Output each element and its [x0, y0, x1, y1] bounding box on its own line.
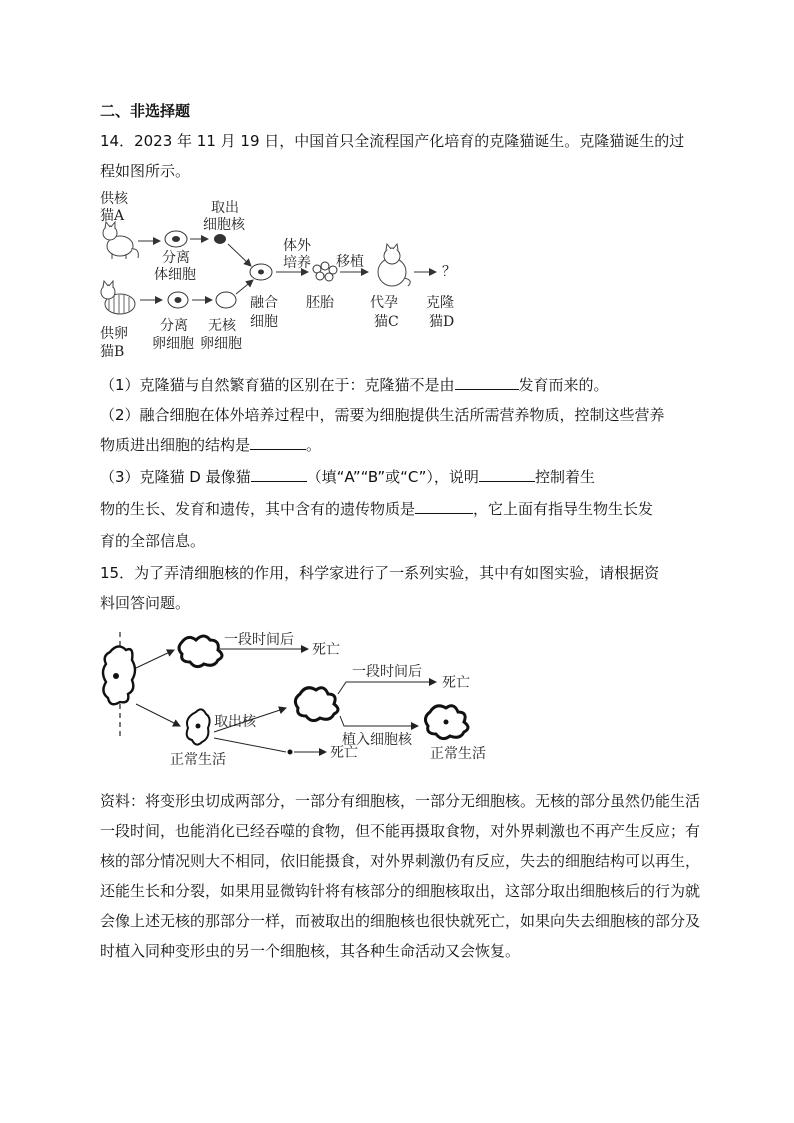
- nonucleus-amoeba-icon: [179, 636, 222, 667]
- sep-body-label-2: 体细胞: [154, 267, 196, 283]
- q14-sub2-text-c: 。: [306, 436, 322, 454]
- q14-sub2-line1: （2）融合细胞在体外培养过程中，需要为细胞提供生活所需营养物质，控制这些营养: [100, 406, 665, 424]
- q14-sub3-text-d: 物的生长、发育和遗传，其中含有的遗传物质是: [100, 500, 416, 518]
- normal-life-label-2: 正常生活: [430, 746, 486, 762]
- q14-sub1-blank[interactable]: [455, 371, 519, 390]
- q14-sub3-line3: 育的全部信息。: [100, 532, 206, 550]
- clone-question-mark: ？: [442, 264, 456, 280]
- fusion-cell-icon: [250, 264, 272, 280]
- sep-egg-label-2: 卵细胞: [152, 336, 194, 352]
- q14-sub2-blank[interactable]: [250, 431, 306, 450]
- q14-stem-line1: 14．2023 年 11 月 19 日，中国首只全流程国产化培育的克隆猫诞生。克隆猫诞生的过: [100, 132, 685, 150]
- amoeba-experiment-diagram: [96, 628, 506, 778]
- q15-stem-line1: 15．为了弄清细胞核的作用，科学家进行了一系列实验，其中有如图实验，请根据资: [100, 564, 660, 582]
- after-time-label-1: 一段时间后: [224, 632, 294, 648]
- arrow-nonuc-to-fusion: [236, 280, 253, 294]
- embryo-label: 胚胎: [306, 295, 334, 311]
- culture-label-2: 培养: [283, 255, 311, 271]
- enucleated-amoeba-icon: [295, 688, 338, 721]
- clone-label-1: 克隆: [426, 295, 454, 311]
- amoeba-nucleus-dot: [113, 673, 119, 679]
- q14-sub1: [100, 370, 609, 400]
- arrow-enucleated-to-death: [338, 682, 436, 694]
- section-title: 二、非选择题: [100, 102, 191, 120]
- arrow-to-nucleus-part: [136, 704, 180, 726]
- q14-sub3-text-c: 控制着生: [534, 468, 595, 486]
- fusion-label-1: 融合: [250, 295, 278, 311]
- donor-b-label-1: 供卵: [100, 326, 128, 342]
- death-label-2: 死亡: [442, 675, 470, 691]
- surrogate-label-2: 猫C: [374, 314, 399, 330]
- q14-sub2-text-b: 物质进出细胞的结构是: [100, 436, 251, 454]
- death-label-1: 死亡: [312, 642, 340, 658]
- sep-body-label-1: 分离: [162, 250, 190, 266]
- nonuc-egg-icon: [216, 292, 236, 308]
- arrow-to-nucleus-line: [214, 738, 286, 752]
- sep-egg-label-1: 分离: [160, 318, 188, 334]
- arrow-implant-nucleus: [340, 716, 418, 726]
- nonuc-label-1: 无核: [208, 318, 236, 334]
- cloning-process-diagram: [96, 186, 476, 364]
- transplant-label: 移植: [336, 254, 364, 270]
- q14-sub1-text-b: 发育而来的。: [518, 376, 609, 394]
- egg-cell-icon: [168, 292, 188, 308]
- q14-sub1-text-a: （1）克隆猫与自然繁育猫的区别在于：克隆猫不是由: [100, 376, 455, 394]
- q14-sub2-line2: [100, 430, 321, 460]
- implant-nucleus-label: 植入细胞核: [342, 732, 412, 748]
- after-time-label-2: 一段时间后: [352, 664, 422, 680]
- q15-stem-line2: 料回答问题。: [100, 594, 191, 612]
- q14-sub3-blank2[interactable]: [479, 463, 535, 482]
- q14-sub3-blank3[interactable]: [415, 495, 473, 514]
- take-nucleus-label-2: 细胞核: [203, 217, 245, 233]
- normal-life-label-1: 正常生活: [170, 752, 226, 768]
- arrow-to-nonucleus-part: [136, 650, 174, 668]
- q14-stem-line2: 程如图所示。: [100, 162, 191, 180]
- q14-sub3-line2: [100, 494, 653, 524]
- q14-sub3-text-a: （3）克隆猫 D 最像猫: [100, 468, 251, 486]
- death-label-3: 死亡: [330, 745, 358, 761]
- q15-material-text: 资料：将变形虫切成两部分，一部分有细胞核，一部分无细胞核。无核的部分虽然仍能生活一段时间，也能消化已经吞噬的食物，但不能再摄取食物，对外界刺激也不再产生反应；有核的部分情况则大不相同，依旧能摄食，对外界刺激仍有反应，失去的细胞结构可以再生，还能生长和分裂，如果用显微钩针将有核部分的细胞核取出，这部分取出细胞核后的行为就会像上述无核的那部分一样，而被取出的细胞核也很快就死亡，如果向失去细胞核的部分及时植入同种变形虫的另一个细胞核，其各种生命活动又会恢复。: [100, 792, 701, 960]
- removed-nucleus-dot: [288, 750, 293, 755]
- culture-label-1: 体外: [283, 238, 311, 254]
- nonuc-label-2: 卵细胞: [200, 336, 242, 352]
- arrow-nucleus-to-fusion: [228, 244, 251, 266]
- clone-label-2: 猫D: [429, 314, 455, 330]
- cat-c-icon: [378, 244, 410, 286]
- surrogate-label-1: 代孕: [370, 295, 398, 311]
- q14-sub3-line1: [100, 462, 595, 492]
- cat-a-icon: [103, 222, 138, 259]
- take-nucleus-label-1: 取出: [211, 200, 239, 216]
- fusion-label-2: 细胞: [250, 314, 278, 330]
- donor-a-label-1: 供核: [100, 191, 128, 207]
- q14-sub3-blank1[interactable]: [251, 463, 307, 482]
- embryo-icon: [313, 262, 337, 281]
- donor-b-label-2: 猫B: [100, 344, 125, 360]
- body-cell-icon: [165, 231, 187, 247]
- restored-nucleus-dot: [444, 720, 449, 725]
- nucleus-dot: [214, 234, 226, 244]
- donor-a-label-2: 猫A: [100, 208, 125, 224]
- q14-sub3-text-e: ，它上面有指导生物生长发: [473, 500, 654, 518]
- cat-b-icon: [101, 281, 135, 314]
- q14-sub3-text-b: （填“A”“B”或“C”），说明: [306, 468, 479, 486]
- nucleus-amoeba-dot: [196, 724, 201, 729]
- remove-nucleus-label: 取出核: [214, 714, 256, 730]
- whole-amoeba-icon: [103, 646, 135, 704]
